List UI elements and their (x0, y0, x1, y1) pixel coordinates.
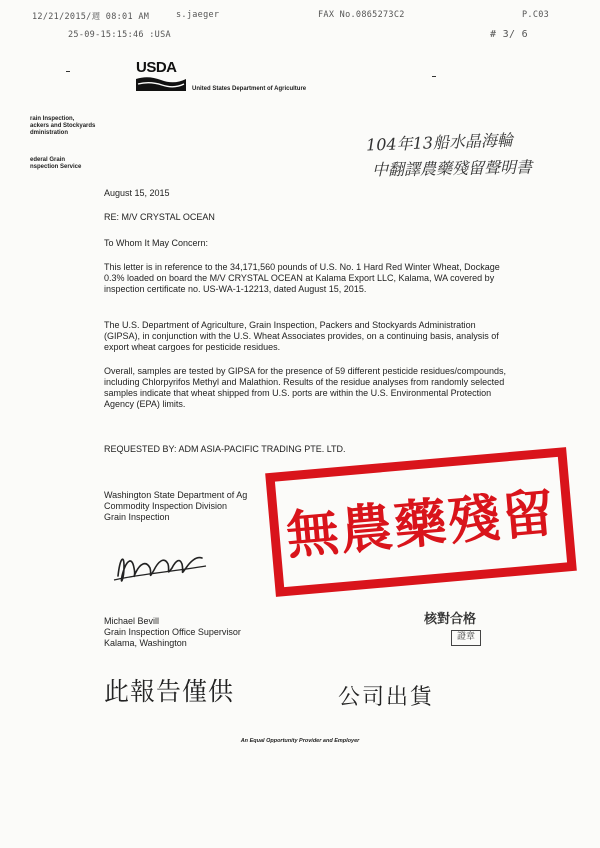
agency-line: rain Inspection, (30, 116, 75, 122)
fax-page-count: # 3/ 6 (490, 29, 528, 40)
signer-name: Michael Bevill (104, 616, 160, 626)
scan-mark (432, 76, 436, 77)
handwritten-note-line1: 104年13船水晶海輪 (365, 130, 514, 155)
agency-line: ackers and Stockyards (30, 123, 96, 129)
verified-stamp: 核對合格 (424, 612, 477, 627)
signature (110, 546, 210, 590)
letter-paragraph-1: This letter is in reference to the 34,171,560 pounds of U.S. No. 1 Hard Red Winter Wheat, Dockage 0.3% loaded on board the M/V CRYSTAL OCEAN at Kalama Export LLC, Kalama, WA covered by inspection certificate no. US-WA-1-12213, dated August 15, 2015. (104, 262, 500, 294)
handwritten-note-line2: 中翻譯農藥殘留聲明書 (371, 157, 533, 180)
org-line: Grain Inspection (104, 512, 170, 522)
stamp-text: 無農藥殘留 (284, 483, 559, 567)
fax-timestamp: 12/21/2015/週 08:01 AM (32, 12, 150, 22)
agency-block (30, 116, 95, 137)
small-seal: 證章 (451, 630, 481, 646)
org-line: Washington State Department of Ag (104, 490, 248, 500)
agency-line: dministration (30, 130, 69, 136)
org-block (104, 490, 247, 523)
service-line: nspection Service (30, 164, 82, 170)
usda-logo-text: USDA (136, 59, 177, 76)
no-pesticide-residue-stamp (265, 447, 577, 597)
org-line: Commodity Inspection Division (104, 501, 228, 511)
letter-paragraph-3: Overall, samples are tested by GIPSA for the presence of 59 different pesticide residues/compounds, including Chlorpyrifos Methyl and Malathion. Results of the residue analyses from randomly selected samples indicate that wheat shipped from U.S. ports are within the U.S. Environmental Protection Agency (EPA) limits. (104, 366, 507, 409)
signer-title: Grain Inspection Office Supervisor (104, 627, 241, 637)
requested-by: REQUESTED BY: ADM ASIA-PACIFIC TRADING PTE. LTD. (104, 444, 346, 454)
letter-salutation: To Whom It May Concern: (104, 238, 209, 248)
signer-block (104, 616, 241, 649)
fax-page-code: P.C03 (522, 10, 550, 20)
service-line: ederal Grain (30, 157, 66, 163)
letter-re-line: RE: M/V CRYSTAL OCEAN (104, 212, 215, 222)
company-shipment-stamp: 公司出貨 (338, 685, 435, 710)
department-name: United States Department of Agriculture (192, 86, 307, 92)
service-block (30, 157, 81, 171)
usda-logo (136, 60, 186, 92)
letter-date: August 15, 2015 (104, 188, 170, 198)
scan-mark (66, 71, 70, 72)
fax-number: FAX No.0865273C2 (318, 10, 405, 20)
letter-paragraph-2: The U.S. Department of Agriculture, Grain Inspection, Packers and Stockyards Administration (GIPSA), in conjunction with the U.S. Wheat Associates provides, on a continuing basis, analysis of export wheat cargoes for pesticide residues. (104, 320, 499, 352)
report-only-stamp: 此報告僅供 (104, 677, 235, 706)
fax-received-timestamp: 25-09-15:15:46 :USA (68, 30, 171, 40)
signer-location: Kalama, Washington (104, 638, 187, 648)
fax-sender: s.jaeger (176, 10, 220, 20)
footer-equal-opportunity: An Equal Opportunity Provider and Employer (240, 738, 360, 744)
usda-logo-icon (136, 75, 186, 91)
